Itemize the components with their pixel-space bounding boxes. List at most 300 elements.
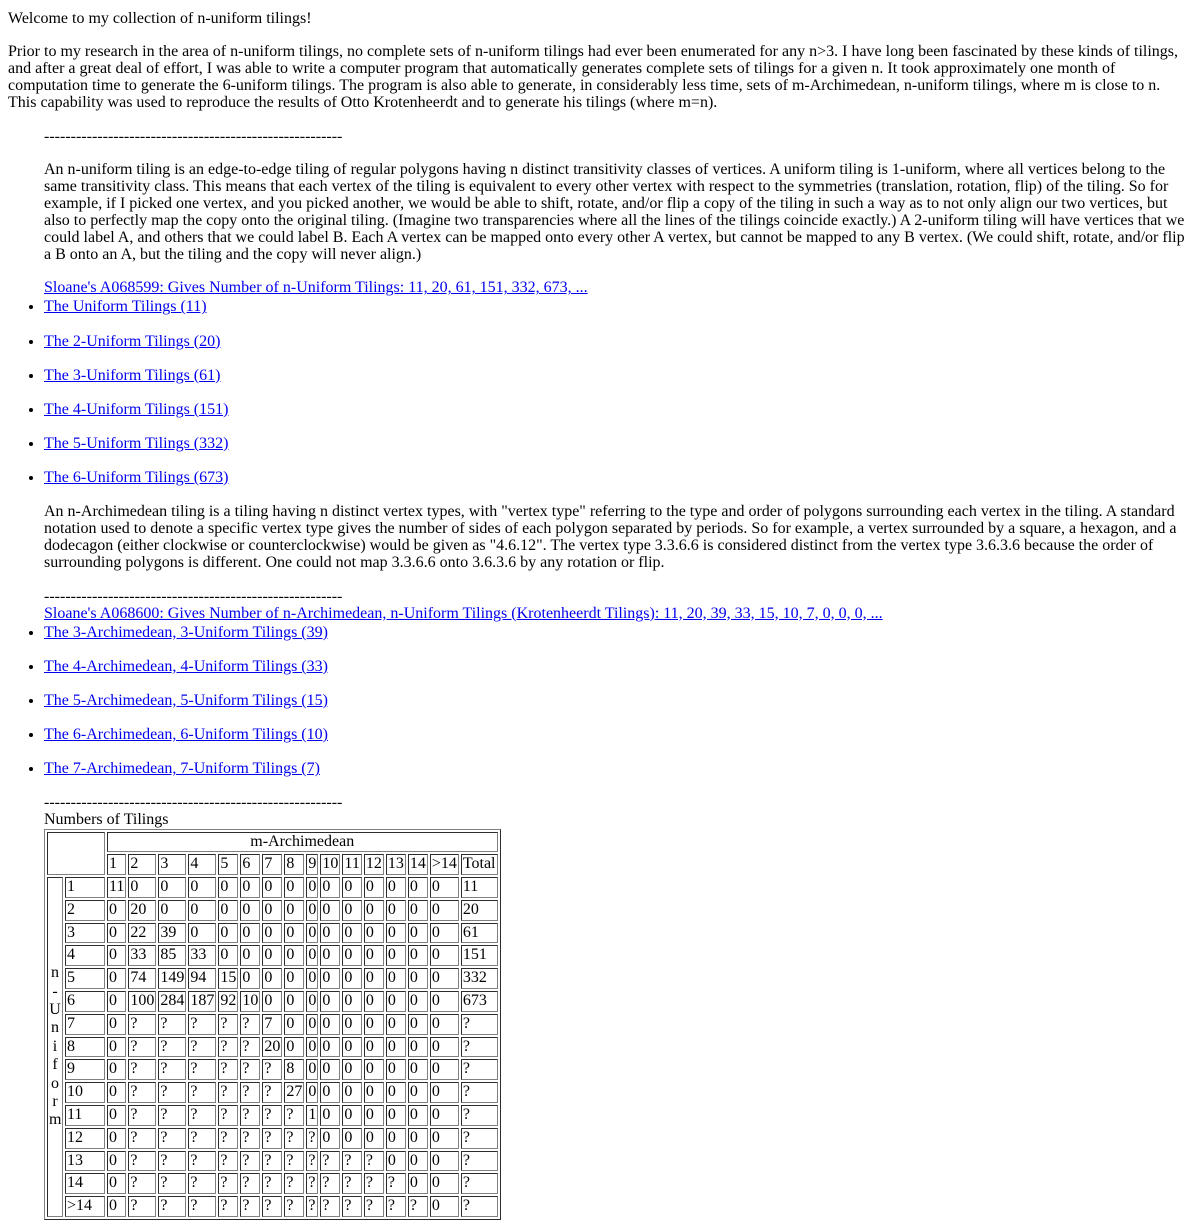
count-cell: ?: [218, 1196, 238, 1217]
count-cell: 0: [364, 968, 384, 989]
col-header-11: 11: [342, 854, 361, 875]
count-cell: ?: [461, 1105, 498, 1126]
col-header-7: 7: [262, 854, 282, 875]
count-cell: ?: [188, 1128, 216, 1149]
count-cell: 0: [240, 877, 260, 898]
count-cell: ?: [128, 1059, 156, 1080]
row-header->14: >14: [65, 1196, 105, 1217]
count-cell: 0: [430, 877, 459, 898]
col-header-13: 13: [386, 854, 406, 875]
archimedean-tilings-5-link[interactable]: The 5-Archimedean, 5-Uniform Tilings (15): [44, 691, 328, 709]
sloane-a068600-link[interactable]: Sloane's A068600: Gives Number of n-Archimedean, n-Uniform Tilings (Krotenheerdt Tilings): 11, 20, 39, 33, 15, 10, 7, 0, 0, 0, ...: [44, 604, 883, 622]
count-cell: 0: [386, 968, 406, 989]
n-uniform-vertical-label: n - U n i f o r m: [47, 877, 63, 1217]
table-row-12: [47, 1128, 498, 1149]
count-cell: 0: [320, 1082, 340, 1103]
count-cell: 0: [430, 1059, 459, 1080]
col-header-5: 5: [218, 854, 238, 875]
count-cell: 0: [284, 900, 304, 921]
count-cell: ?: [461, 1128, 498, 1149]
count-cell: 0: [306, 1037, 318, 1058]
count-cell: ?: [218, 1037, 238, 1058]
count-cell: ?: [386, 1196, 406, 1217]
sloane-a068599-link[interactable]: Sloane's A068599: Gives Number of n-Uniform Tilings: 11, 20, 61, 151, 332, 673, ...: [44, 279, 588, 297]
count-cell: 0: [107, 1151, 126, 1172]
count-cell: 0: [386, 945, 406, 966]
list-item: [44, 692, 1192, 709]
row-header-1: 1: [65, 877, 105, 898]
row-header-12: 12: [65, 1128, 105, 1149]
count-cell: ?: [240, 1173, 260, 1194]
sloane-a068599-line: [44, 279, 1192, 296]
list-item: [44, 760, 1192, 777]
count-cell: 8: [284, 1059, 304, 1080]
uniform-tilings-5-link[interactable]: The 5-Uniform Tilings (332): [44, 434, 229, 452]
count-cell: 61: [461, 923, 498, 944]
count-cell: ?: [240, 1151, 260, 1172]
count-cell: 0: [364, 991, 384, 1012]
count-cell: 149: [158, 968, 186, 989]
archimedean-tilings-list: [44, 624, 1192, 778]
count-cell: 0: [107, 1014, 126, 1035]
count-cell: 0: [408, 1082, 428, 1103]
count-cell: ?: [364, 1196, 384, 1217]
count-cell: 0: [320, 923, 340, 944]
count-cell: 284: [158, 991, 186, 1012]
count-cell: 7: [262, 1014, 282, 1035]
count-cell: ?: [342, 1173, 361, 1194]
count-cell: 39: [158, 923, 186, 944]
count-cell: ?: [240, 1014, 260, 1035]
count-cell: ?: [262, 1105, 282, 1126]
count-cell: 20: [461, 900, 498, 921]
count-cell: ?: [188, 1173, 216, 1194]
row-header-14: 14: [65, 1173, 105, 1194]
count-cell: 0: [430, 1014, 459, 1035]
archimedean-tilings-3-link[interactable]: The 3-Archimedean, 3-Uniform Tilings (39): [44, 623, 328, 641]
count-cell: ?: [262, 1059, 282, 1080]
archimedean-tilings-4-link[interactable]: The 4-Archimedean, 4-Uniform Tilings (33): [44, 657, 328, 675]
separator-line: --------------------------------------------------------: [44, 794, 343, 812]
count-cell: 0: [342, 1014, 361, 1035]
count-cell: 0: [386, 1105, 406, 1126]
count-cell: ?: [158, 1105, 186, 1126]
list-item: [44, 401, 1192, 418]
corner-cell: [47, 832, 105, 876]
count-cell: 0: [342, 968, 361, 989]
count-cell: 0: [240, 945, 260, 966]
row-header-11: 11: [65, 1105, 105, 1126]
count-cell: ?: [284, 1105, 304, 1126]
count-cell: ?: [408, 1196, 428, 1217]
count-cell: 0: [364, 1014, 384, 1035]
count-cell: 0: [107, 968, 126, 989]
count-cell: ?: [128, 1082, 156, 1103]
uniform-tilings-1-link[interactable]: The Uniform Tilings (11): [44, 298, 207, 316]
count-cell: ?: [262, 1151, 282, 1172]
col-header-1: 1: [107, 854, 126, 875]
count-cell: 0: [364, 1105, 384, 1126]
count-cell: 0: [107, 1082, 126, 1103]
col-header-9: 9: [306, 854, 318, 875]
count-cell: 0: [107, 1059, 126, 1080]
count-cell: 0: [430, 900, 459, 921]
count-cell: 0: [364, 900, 384, 921]
count-cell: 0: [386, 877, 406, 898]
uniform-tilings-4-link[interactable]: The 4-Uniform Tilings (151): [44, 400, 229, 418]
count-cell: ?: [188, 1082, 216, 1103]
count-cell: ?: [158, 1196, 186, 1217]
count-cell: 0: [284, 968, 304, 989]
count-cell: 0: [218, 945, 238, 966]
count-cell: ?: [188, 1059, 216, 1080]
count-cell: 0: [306, 1014, 318, 1035]
count-cell: 0: [342, 1037, 361, 1058]
count-cell: 0: [188, 877, 216, 898]
count-cell: ?: [306, 1196, 318, 1217]
count-cell: ?: [386, 1173, 406, 1194]
count-cell: 0: [107, 1128, 126, 1149]
count-cell: 0: [386, 1059, 406, 1080]
m-archimedean-header: m-Archimedean: [107, 832, 498, 853]
count-cell: 0: [364, 945, 384, 966]
count-cell: ?: [461, 1196, 498, 1217]
count-cell: 0: [430, 968, 459, 989]
count-cell: 0: [430, 1151, 459, 1172]
row-header-6: 6: [65, 991, 105, 1012]
count-cell: 0: [306, 1082, 318, 1103]
uniform-tilings-6-link[interactable]: The 6-Uniform Tilings (673): [44, 468, 229, 486]
archimedean-tilings-7-link[interactable]: The 7-Archimedean, 7-Uniform Tilings (7): [44, 760, 320, 778]
count-cell: 0: [342, 1059, 361, 1080]
col-headers-row: [47, 854, 498, 875]
count-cell: 0: [284, 1014, 304, 1035]
count-cell: ?: [240, 1105, 260, 1126]
count-cell: 1: [306, 1105, 318, 1126]
count-cell: 10: [240, 991, 260, 1012]
count-cell: 85: [158, 945, 186, 966]
count-cell: ?: [128, 1014, 156, 1035]
row-header-3: 3: [65, 923, 105, 944]
count-cell: ?: [461, 1082, 498, 1103]
table-row-13: [47, 1151, 498, 1172]
col-header-12: 12: [364, 854, 384, 875]
count-cell: 0: [306, 923, 318, 944]
archimedean-tilings-6-link[interactable]: The 6-Archimedean, 6-Uniform Tilings (10): [44, 726, 328, 744]
count-cell: ?: [158, 1128, 186, 1149]
col-header-8: 8: [284, 854, 304, 875]
count-cell: 0: [386, 1037, 406, 1058]
count-cell: ?: [188, 1151, 216, 1172]
count-cell: 0: [430, 991, 459, 1012]
count-cell: ?: [461, 1037, 498, 1058]
row-header-13: 13: [65, 1151, 105, 1172]
uniform-tilings-list: [44, 298, 1192, 486]
table-row-11: [47, 1105, 498, 1126]
count-cell: 0: [430, 1082, 459, 1103]
count-cell: 673: [461, 991, 498, 1012]
list-item: [44, 367, 1192, 384]
count-cell: 0: [386, 1082, 406, 1103]
count-cell: 0: [386, 923, 406, 944]
count-cell: ?: [158, 1151, 186, 1172]
count-cell: 0: [386, 1014, 406, 1035]
count-cell: 0: [240, 923, 260, 944]
count-cell: 0: [262, 877, 282, 898]
col-header-6: 6: [240, 854, 260, 875]
list-item: [44, 469, 1192, 486]
count-cell: 0: [364, 1037, 384, 1058]
count-cell: 0: [408, 968, 428, 989]
count-cell: 0: [107, 1196, 126, 1217]
row-header-4: 4: [65, 945, 105, 966]
count-cell: ?: [188, 1037, 216, 1058]
count-cell: ?: [218, 1173, 238, 1194]
count-cell: ?: [218, 1105, 238, 1126]
count-cell: 74: [128, 968, 156, 989]
count-cell: 0: [107, 1105, 126, 1126]
table-row-2: [47, 900, 498, 921]
count-cell: ?: [306, 1173, 318, 1194]
count-cell: ?: [128, 1196, 156, 1217]
count-cell: ?: [188, 1196, 216, 1217]
count-cell: ?: [461, 1173, 498, 1194]
count-cell: 0: [218, 923, 238, 944]
count-cell: 0: [430, 1128, 459, 1149]
count-cell: 22: [128, 923, 156, 944]
row-header-7: 7: [65, 1014, 105, 1035]
col-header-2: 2: [128, 854, 156, 875]
count-cell: 0: [218, 900, 238, 921]
count-cell: 0: [320, 1128, 340, 1149]
table-row-7: [47, 1014, 498, 1035]
col-header-4: 4: [188, 854, 216, 875]
count-cell: 15: [218, 968, 238, 989]
count-cell: ?: [158, 1037, 186, 1058]
table-row-8: [47, 1037, 498, 1058]
indented-section: [44, 128, 1192, 1221]
count-cell: ?: [284, 1196, 304, 1217]
table-row-14: [47, 1173, 498, 1194]
count-cell: ?: [320, 1196, 340, 1217]
intro-paragraph: Prior to my research in the area of n-uniform tilings, no complete sets of n-uniform tilings had ever been enumerated for any n>3. I have long been fascinated by these kinds of tilings, and after a great deal of effort, I was able to write a computer program that automatically generates complete sets of tilings for a given n. It took approximately one month of computation time to generate the 6-uniform tilings. The program is also able to generate, in considerably less time, sets of m-Archimedean, n-uniform tilings, where m is close to n. This capability was used to reproduce the results of Otto Krotenheerdt and to generate his tilings (where m=n).: [8, 43, 1179, 112]
table-row-6: [47, 991, 498, 1012]
count-cell: ?: [128, 1128, 156, 1149]
count-cell: ?: [218, 1151, 238, 1172]
count-cell: ?: [158, 1014, 186, 1035]
count-cell: 0: [262, 968, 282, 989]
count-cell: 11: [107, 877, 126, 898]
count-cell: 20: [262, 1037, 282, 1058]
tilings-table-body: [47, 832, 498, 1218]
count-cell: 0: [306, 991, 318, 1012]
sloane-a068600-line: [44, 605, 1192, 622]
count-cell: 0: [262, 945, 282, 966]
count-cell: ?: [306, 1151, 318, 1172]
count-cell: 0: [262, 923, 282, 944]
count-cell: 11: [461, 877, 498, 898]
count-cell: 27: [284, 1082, 304, 1103]
count-cell: 0: [188, 923, 216, 944]
count-cell: 0: [408, 1014, 428, 1035]
count-cell: ?: [461, 1059, 498, 1080]
count-cell: ?: [306, 1128, 318, 1149]
count-cell: ?: [284, 1151, 304, 1172]
count-cell: 332: [461, 968, 498, 989]
table-row-1: [47, 877, 498, 898]
count-cell: ?: [262, 1196, 282, 1217]
list-item: [44, 624, 1192, 641]
count-cell: 0: [386, 1128, 406, 1149]
count-cell: 0: [107, 900, 126, 921]
count-cell: ?: [240, 1196, 260, 1217]
count-cell: ?: [284, 1128, 304, 1149]
table-row-3: [47, 923, 498, 944]
count-cell: 0: [320, 1037, 340, 1058]
count-cell: ?: [284, 1173, 304, 1194]
uniform-tilings-2-link[interactable]: The 2-Uniform Tilings (20): [44, 332, 221, 350]
count-cell: 0: [430, 1196, 459, 1217]
count-cell: 0: [408, 900, 428, 921]
table-row-10: [47, 1082, 498, 1103]
count-cell: 0: [320, 877, 340, 898]
count-cell: 0: [284, 877, 304, 898]
row-header-8: 8: [65, 1037, 105, 1058]
count-cell: 0: [320, 1059, 340, 1080]
count-cell: 0: [320, 900, 340, 921]
count-cell: ?: [364, 1173, 384, 1194]
count-cell: ?: [218, 1082, 238, 1103]
uniform-tilings-3-link[interactable]: The 3-Uniform Tilings (61): [44, 366, 221, 384]
count-cell: ?: [240, 1128, 260, 1149]
count-cell: 0: [342, 945, 361, 966]
col-header-3: 3: [158, 854, 186, 875]
col-header-10: 10: [320, 854, 340, 875]
archimedean-tiling-description: An n-Archimedean tiling is a tiling having n distinct vertex types, with "vertex type" referring to the type and order of polygons surrounding each vertex in the tiling. A standard notation used to denote a specific vertex type gives the number of sides of each polygon separated by periods. So for example, a vertex surrounded by a square, a hexagon, and a dodecagon (either clockwise or counterclockwise) would be given as "4.6.12". The vertex type 3.3.6.6 is considered distinct from the vertex type 3.6.3.6 because the order of surrounding polygons is different. One could not map 3.3.6.6 onto 3.6.3.6 by any rotation or flip.: [44, 503, 1177, 572]
count-cell: 0: [320, 1014, 340, 1035]
count-cell: 20: [128, 900, 156, 921]
count-cell: 0: [320, 945, 340, 966]
count-cell: 0: [240, 900, 260, 921]
count-cell: 0: [408, 877, 428, 898]
count-cell: 0: [306, 968, 318, 989]
count-cell: 0: [408, 1037, 428, 1058]
count-cell: ?: [320, 1173, 340, 1194]
count-cell: ?: [218, 1059, 238, 1080]
count-cell: 0: [408, 945, 428, 966]
count-cell: 0: [262, 900, 282, 921]
count-cell: 0: [128, 877, 156, 898]
separator-line: --------------------------------------------------------: [44, 127, 343, 145]
count-cell: ?: [128, 1037, 156, 1058]
count-cell: ?: [218, 1014, 238, 1035]
count-cell: 0: [408, 991, 428, 1012]
count-cell: 0: [306, 1059, 318, 1080]
count-cell: 0: [364, 1128, 384, 1149]
col-header-14: 14: [408, 854, 428, 875]
count-cell: 0: [320, 1105, 340, 1126]
count-cell: 0: [240, 968, 260, 989]
count-cell: 0: [430, 1173, 459, 1194]
count-cell: 0: [342, 1082, 361, 1103]
count-cell: 151: [461, 945, 498, 966]
count-cell: ?: [128, 1105, 156, 1126]
count-cell: 33: [128, 945, 156, 966]
count-cell: 0: [188, 900, 216, 921]
count-cell: 0: [430, 945, 459, 966]
count-cell: ?: [342, 1151, 361, 1172]
count-cell: ?: [461, 1014, 498, 1035]
count-cell: 0: [284, 923, 304, 944]
count-cell: 0: [107, 1173, 126, 1194]
list-item: [44, 298, 1192, 315]
count-cell: ?: [342, 1196, 361, 1217]
count-cell: ?: [240, 1082, 260, 1103]
col-header->14: >14: [430, 854, 459, 875]
list-item: [44, 726, 1192, 743]
count-cell: 94: [188, 968, 216, 989]
count-cell: ?: [262, 1128, 282, 1149]
count-cell: 0: [158, 877, 186, 898]
table-row-4: [47, 945, 498, 966]
count-cell: 0: [364, 1059, 384, 1080]
count-cell: ?: [461, 1151, 498, 1172]
list-item: [44, 435, 1192, 452]
count-cell: 0: [342, 877, 361, 898]
count-cell: ?: [188, 1014, 216, 1035]
count-cell: 92: [218, 991, 238, 1012]
count-cell: 0: [430, 1037, 459, 1058]
count-cell: 0: [342, 1128, 361, 1149]
count-cell: ?: [188, 1105, 216, 1126]
count-cell: 0: [408, 1173, 428, 1194]
count-cell: ?: [240, 1037, 260, 1058]
count-cell: 0: [408, 1151, 428, 1172]
count-cell: ?: [158, 1082, 186, 1103]
count-cell: 0: [306, 900, 318, 921]
table-heading: Numbers of Tilings: [44, 811, 169, 829]
count-cell: ?: [240, 1059, 260, 1080]
col-header-Total: Total: [461, 854, 498, 875]
count-cell: 0: [364, 877, 384, 898]
table-group-header-row: [47, 832, 498, 853]
count-cell: ?: [128, 1173, 156, 1194]
count-cell: 0: [386, 1151, 406, 1172]
row-header-2: 2: [65, 900, 105, 921]
count-cell: 0: [320, 968, 340, 989]
row-header-5: 5: [65, 968, 105, 989]
numbers-of-tilings-table: [44, 829, 501, 1221]
count-cell: 100: [128, 991, 156, 1012]
count-cell: 0: [306, 945, 318, 966]
count-cell: 0: [284, 991, 304, 1012]
count-cell: 0: [107, 991, 126, 1012]
count-cell: 0: [284, 1037, 304, 1058]
count-cell: 0: [158, 900, 186, 921]
count-cell: 0: [430, 1105, 459, 1126]
count-cell: 0: [364, 923, 384, 944]
count-cell: 0: [218, 877, 238, 898]
count-cell: 0: [408, 923, 428, 944]
count-cell: 0: [342, 1105, 361, 1126]
count-cell: 0: [107, 1037, 126, 1058]
count-cell: 0: [284, 945, 304, 966]
list-item: [44, 333, 1192, 350]
count-cell: 0: [408, 1059, 428, 1080]
row-header-10: 10: [65, 1082, 105, 1103]
count-cell: ?: [218, 1128, 238, 1149]
count-cell: 33: [188, 945, 216, 966]
